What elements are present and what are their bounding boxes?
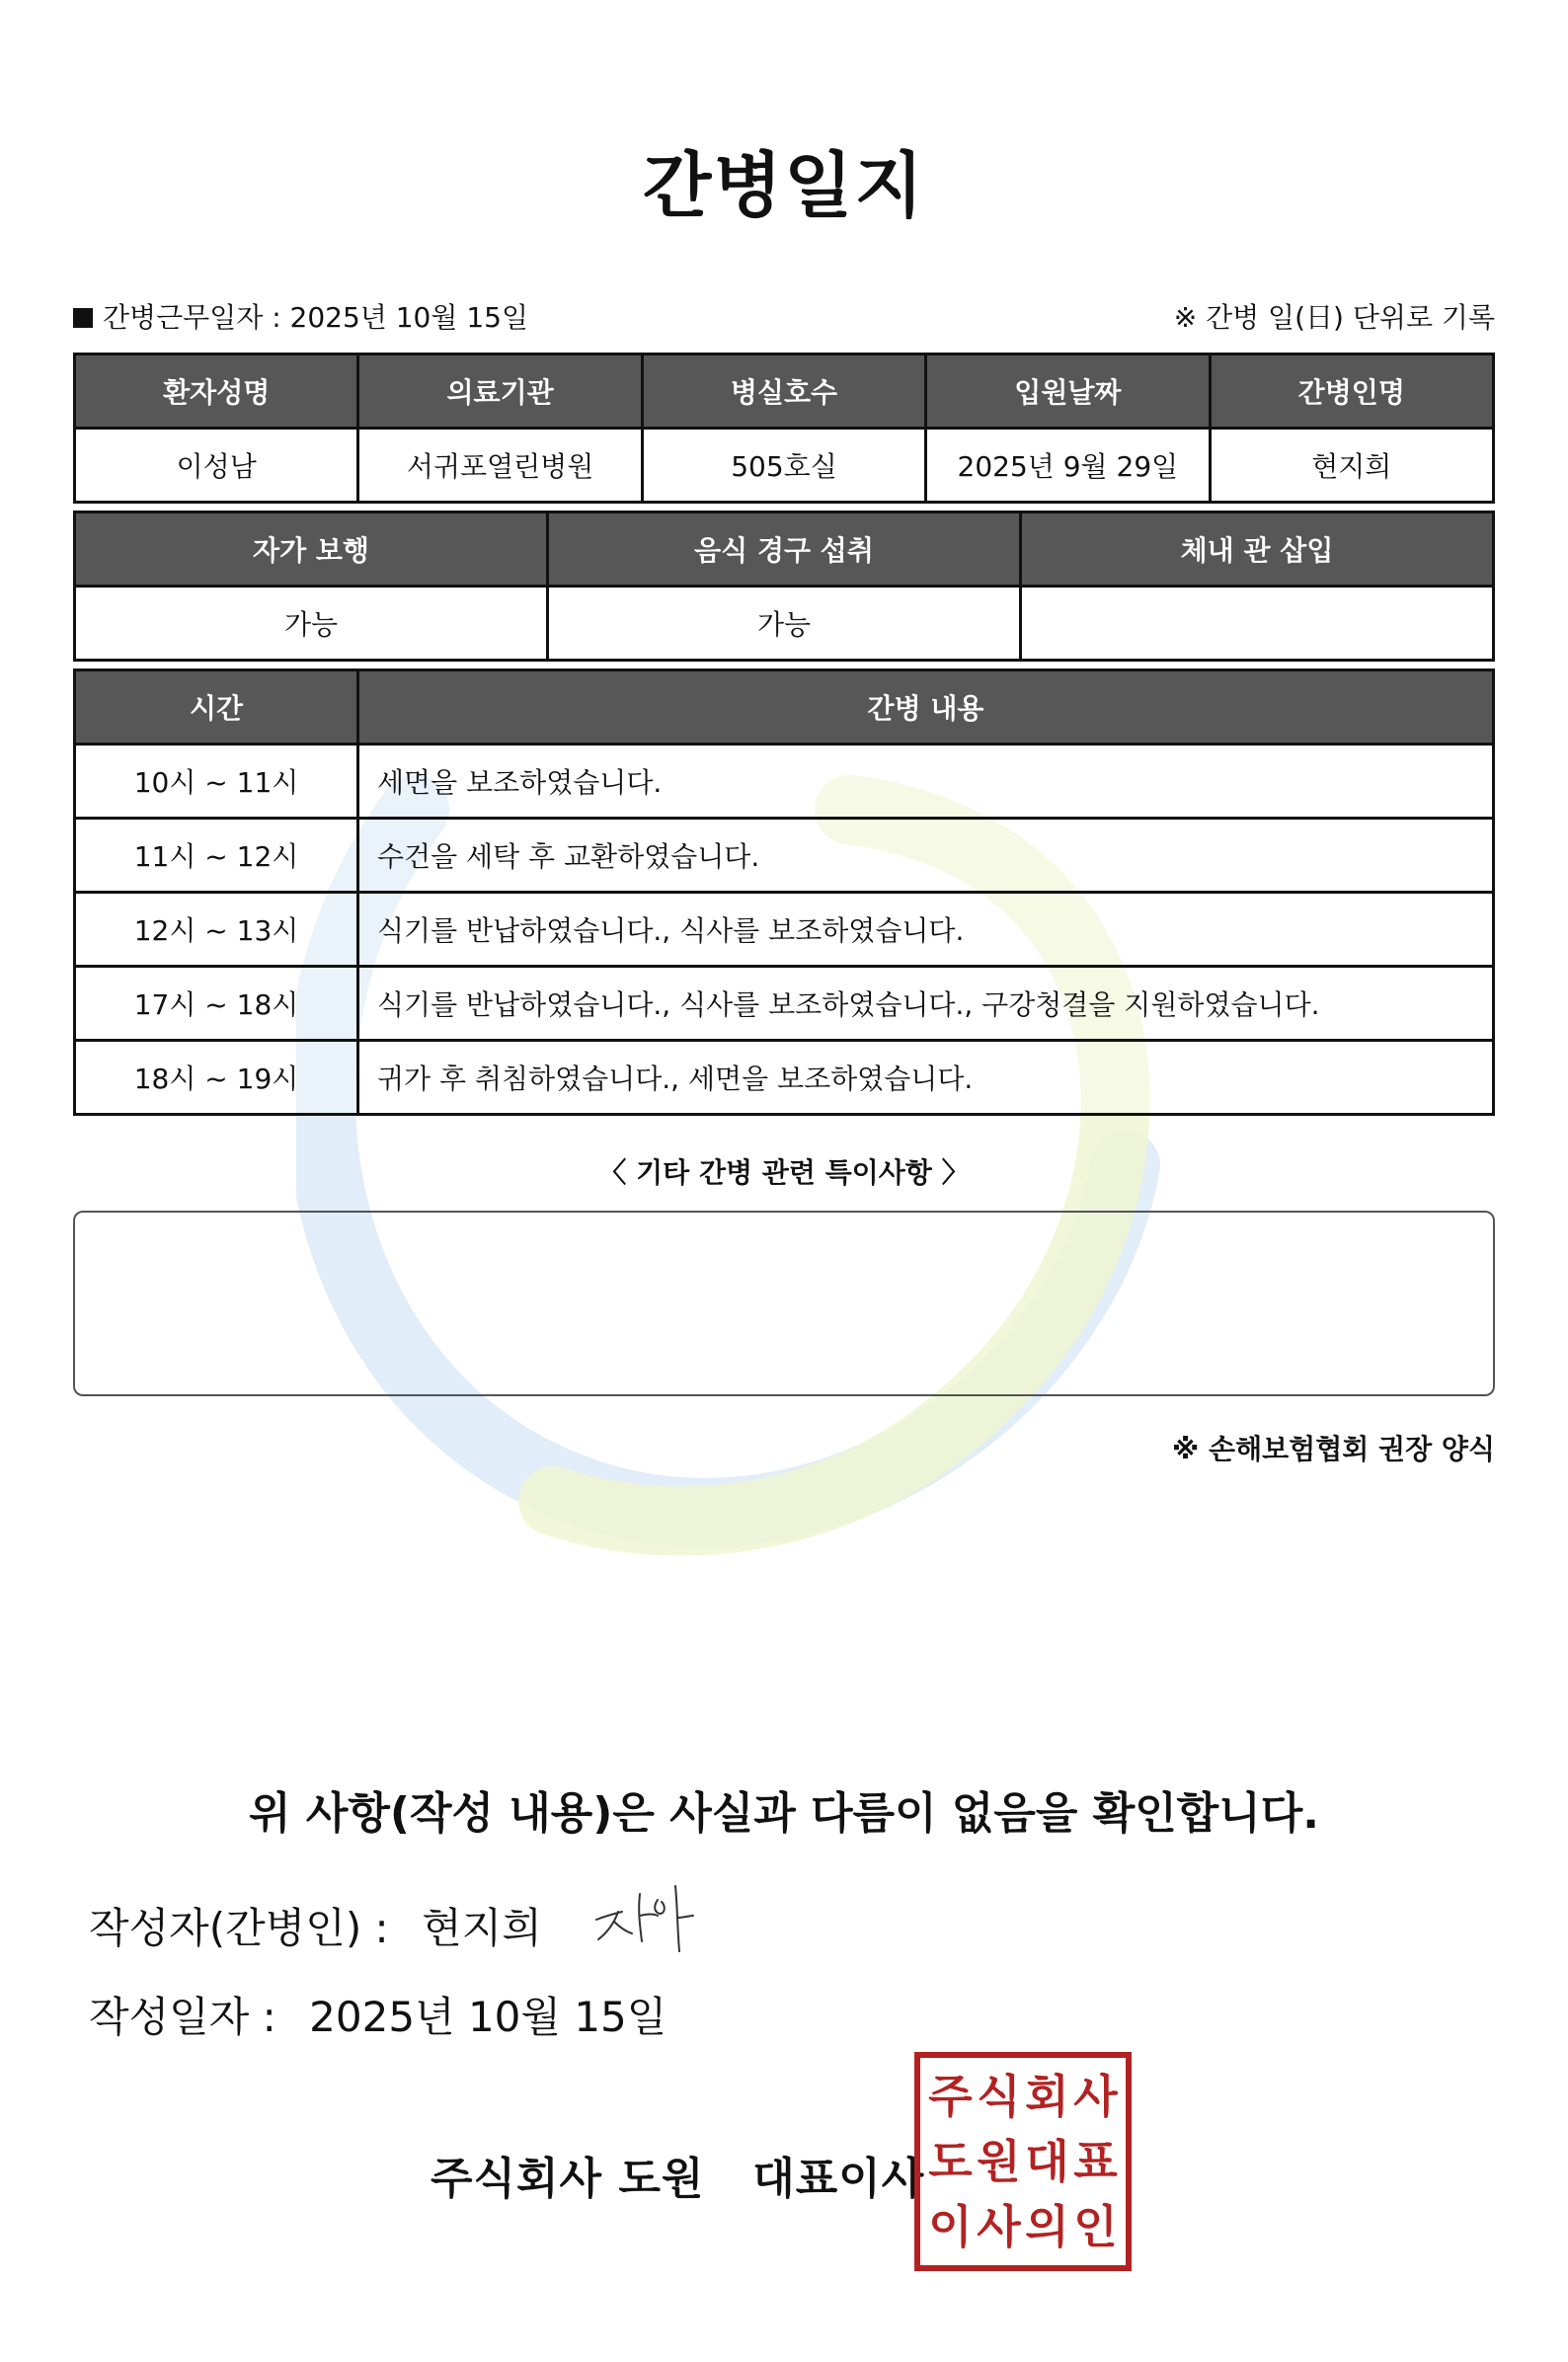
room-number: 505호실 xyxy=(642,429,925,503)
seal-character: 사 xyxy=(1073,2070,1118,2123)
table-row xyxy=(75,745,1494,819)
self-walking: 가능 xyxy=(75,587,548,661)
table-row xyxy=(75,1041,1494,1115)
care-table xyxy=(73,669,1495,1116)
header-cell: 입원날짜 xyxy=(926,354,1210,429)
unit-note: ※ 간병 일(日) 단위로 기록 xyxy=(1173,301,1495,334)
seal-character: 회 xyxy=(1025,2070,1069,2123)
admission-date: 2025년 9월 29일 xyxy=(926,429,1210,503)
company-line: 주식회사 도원 대표이사 xyxy=(431,2154,925,2204)
content-cell: 세면을 보조하였습니다. xyxy=(358,745,1494,819)
seal-character: 인 xyxy=(1073,2200,1118,2253)
writer-line xyxy=(89,1896,542,1955)
time-cell: 12시 ~ 13시 xyxy=(75,893,358,967)
written-date-label: 작성일자 : xyxy=(89,1993,276,2041)
patient-name: 이성남 xyxy=(75,429,358,503)
written-date-line xyxy=(89,1985,666,2044)
tube-insertion xyxy=(1021,587,1494,661)
work-date xyxy=(73,296,528,336)
form-note: ※ 손해보험협회 권장 양식 xyxy=(1172,1433,1495,1465)
work-date-value: 2025년 10월 15일 xyxy=(289,301,528,334)
table-row xyxy=(75,967,1494,1041)
writer-label: 작성자(간병인) : xyxy=(89,1904,389,1952)
hospital: 서귀포열린병원 xyxy=(358,429,642,503)
seal-character: 사 xyxy=(977,2200,1021,2253)
header-cell: 체내 관 삽입 xyxy=(1021,512,1494,587)
handwritten-signature xyxy=(592,1876,701,1955)
seal-character: 주 xyxy=(928,2070,973,2123)
table-row xyxy=(75,893,1494,967)
header-cell: 의료기관 xyxy=(358,354,642,429)
seal-character: 원 xyxy=(977,2135,1021,2188)
notes-heading: 〈 기타 간병 관련 특이사항 〉 xyxy=(598,1156,970,1189)
header-cell: 병실호수 xyxy=(642,354,925,429)
content-cell: 식기를 반납하였습니다., 식사를 보조하였습니다., 구강청결을 지원하였습니다. xyxy=(358,967,1494,1041)
oral-intake: 가능 xyxy=(548,587,1021,661)
time-cell: 11시 ~ 12시 xyxy=(75,819,358,893)
time-cell: 17시 ~ 18시 xyxy=(75,967,358,1041)
header-cell: 환자성명 xyxy=(75,354,358,429)
table-row xyxy=(75,819,1494,893)
time-cell: 18시 ~ 19시 xyxy=(75,1041,358,1115)
seal-character: 표 xyxy=(1073,2135,1118,2188)
square-bullet-icon xyxy=(73,308,93,328)
patient-table xyxy=(73,353,1495,504)
seal-character: 대 xyxy=(1025,2135,1069,2188)
header-cell: 간병 내용 xyxy=(358,670,1494,745)
seal-character: 도 xyxy=(928,2135,973,2188)
written-date-value: 2025년 10월 15일 xyxy=(309,1993,667,2041)
notes-box xyxy=(73,1211,1495,1396)
caregiver-name: 현지희 xyxy=(1210,429,1493,503)
page-title: 간병일지 xyxy=(642,144,926,227)
content-cell: 식기를 반납하였습니다., 식사를 보조하였습니다. xyxy=(358,893,1494,967)
seal-character: 이 xyxy=(928,2200,973,2253)
seal-character: 식 xyxy=(977,2070,1021,2123)
work-date-label: 간병근무일자 : xyxy=(103,301,281,334)
header-cell: 간병인명 xyxy=(1210,354,1493,429)
confirmation-statement: 위 사항(작성 내용)은 사실과 다름이 없음을 확인합니다. xyxy=(249,1788,1319,1839)
seal-character: 의 xyxy=(1025,2200,1069,2253)
content-cell: 귀가 후 취침하였습니다., 세면을 보조하였습니다. xyxy=(358,1041,1494,1115)
meta-row xyxy=(73,296,1495,336)
time-cell: 10시 ~ 11시 xyxy=(75,745,358,819)
header-cell: 자가 보행 xyxy=(75,512,548,587)
header-cell: 시간 xyxy=(75,670,358,745)
company-seal-stamp xyxy=(914,2052,1132,2271)
status-table xyxy=(73,511,1495,662)
writer-name: 현지희 xyxy=(422,1904,542,1952)
header-cell: 음식 경구 섭취 xyxy=(548,512,1021,587)
content-cell: 수건을 세탁 후 교환하였습니다. xyxy=(358,819,1494,893)
